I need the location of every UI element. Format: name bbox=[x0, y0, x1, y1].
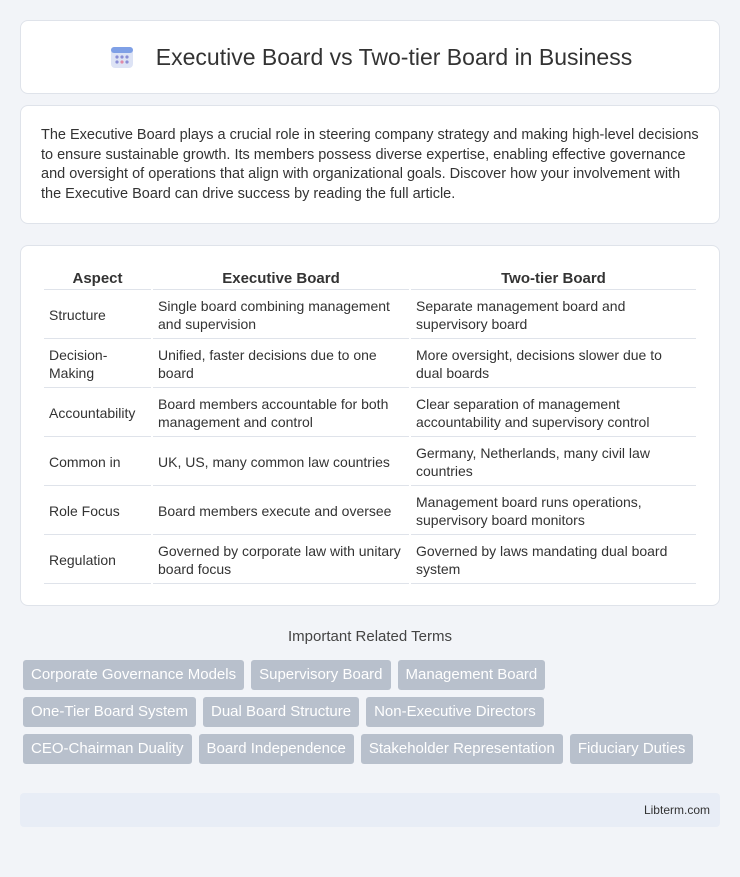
column-header-two-tier-board: Two-tier Board bbox=[411, 268, 696, 290]
table-cell-executive: UK, US, many common law countries bbox=[153, 439, 409, 486]
tag-board-independence[interactable]: Board Independence bbox=[199, 734, 354, 764]
tag-corporate-governance-models[interactable]: Corporate Governance Models bbox=[23, 660, 244, 690]
related-terms-tags bbox=[20, 660, 720, 771]
table-cell-two-tier: Germany, Netherlands, many civil law countries bbox=[411, 439, 696, 486]
table-cell-two-tier: Governed by laws mandating dual board system bbox=[411, 537, 696, 584]
tag-non-executive-directors[interactable]: Non-Executive Directors bbox=[366, 697, 544, 727]
column-header-executive-board: Executive Board bbox=[153, 268, 409, 290]
header-card bbox=[20, 20, 720, 94]
table-cell-two-tier: Clear separation of management accountability and supervisory control bbox=[411, 390, 696, 437]
tag-ceo-chairman-duality[interactable]: CEO-Chairman Duality bbox=[23, 734, 192, 764]
table-cell-aspect: Common in bbox=[44, 439, 151, 486]
page-title: Executive Board vs Two-tier Board in Business bbox=[155, 43, 633, 70]
footer bbox=[20, 793, 720, 827]
column-header-aspect: Aspect bbox=[44, 268, 151, 290]
tag-dual-board-structure[interactable]: Dual Board Structure bbox=[203, 697, 359, 727]
table-cell-two-tier: Separate management board and supervisory board bbox=[411, 292, 696, 339]
table-row bbox=[44, 488, 696, 535]
table-cell-aspect: Structure bbox=[44, 292, 151, 339]
footer-site-link[interactable]: Libterm.com bbox=[643, 803, 710, 817]
table-cell-aspect: Role Focus bbox=[44, 488, 151, 535]
table-cell-aspect: Decision-Making bbox=[44, 341, 151, 388]
table-cell-executive: Unified, faster decisions due to one board bbox=[153, 341, 409, 388]
table-cell-executive: Single board combining management and supervision bbox=[153, 292, 409, 339]
table-row bbox=[44, 439, 696, 486]
comparison-table bbox=[42, 266, 698, 586]
intro-card bbox=[20, 105, 720, 224]
tag-one-tier-board-system[interactable]: One-Tier Board System bbox=[23, 697, 196, 727]
tag-fiduciary-duties[interactable]: Fiduciary Duties bbox=[570, 734, 694, 764]
table-row bbox=[44, 292, 696, 339]
table-header-row bbox=[44, 268, 696, 290]
table-cell-executive: Board members execute and oversee bbox=[153, 488, 409, 535]
table-cell-aspect: Regulation bbox=[44, 537, 151, 584]
tag-supervisory-board[interactable]: Supervisory Board bbox=[251, 660, 390, 690]
table-cell-aspect: Accountability bbox=[44, 390, 151, 437]
table-cell-executive: Board members accountable for both management and control bbox=[153, 390, 409, 437]
tag-management-board[interactable]: Management Board bbox=[398, 660, 546, 690]
related-terms-title: Important Related Terms bbox=[288, 628, 452, 645]
table-cell-executive: Governed by corporate law with unitary board focus bbox=[153, 537, 409, 584]
intro-text: The Executive Board plays a crucial role in steering company strategy and making high-level decisions to ensure sustainable growth. Its members possess diverse expertise, enabling effective governance and oversight of operations that align with organizational goals. Discover how your involvement with the Executive Board can drive success by reading the full article. bbox=[41, 127, 699, 202]
table-row bbox=[44, 537, 696, 584]
table-cell-two-tier: Management board runs operations, supervisory board monitors bbox=[411, 488, 696, 535]
table-row bbox=[44, 341, 696, 388]
comparison-table-card bbox=[20, 245, 720, 606]
grid-app-icon bbox=[108, 43, 136, 71]
tag-stakeholder-representation[interactable]: Stakeholder Representation bbox=[361, 734, 563, 764]
table-row bbox=[44, 390, 696, 437]
table-cell-two-tier: More oversight, decisions slower due to dual boards bbox=[411, 341, 696, 388]
